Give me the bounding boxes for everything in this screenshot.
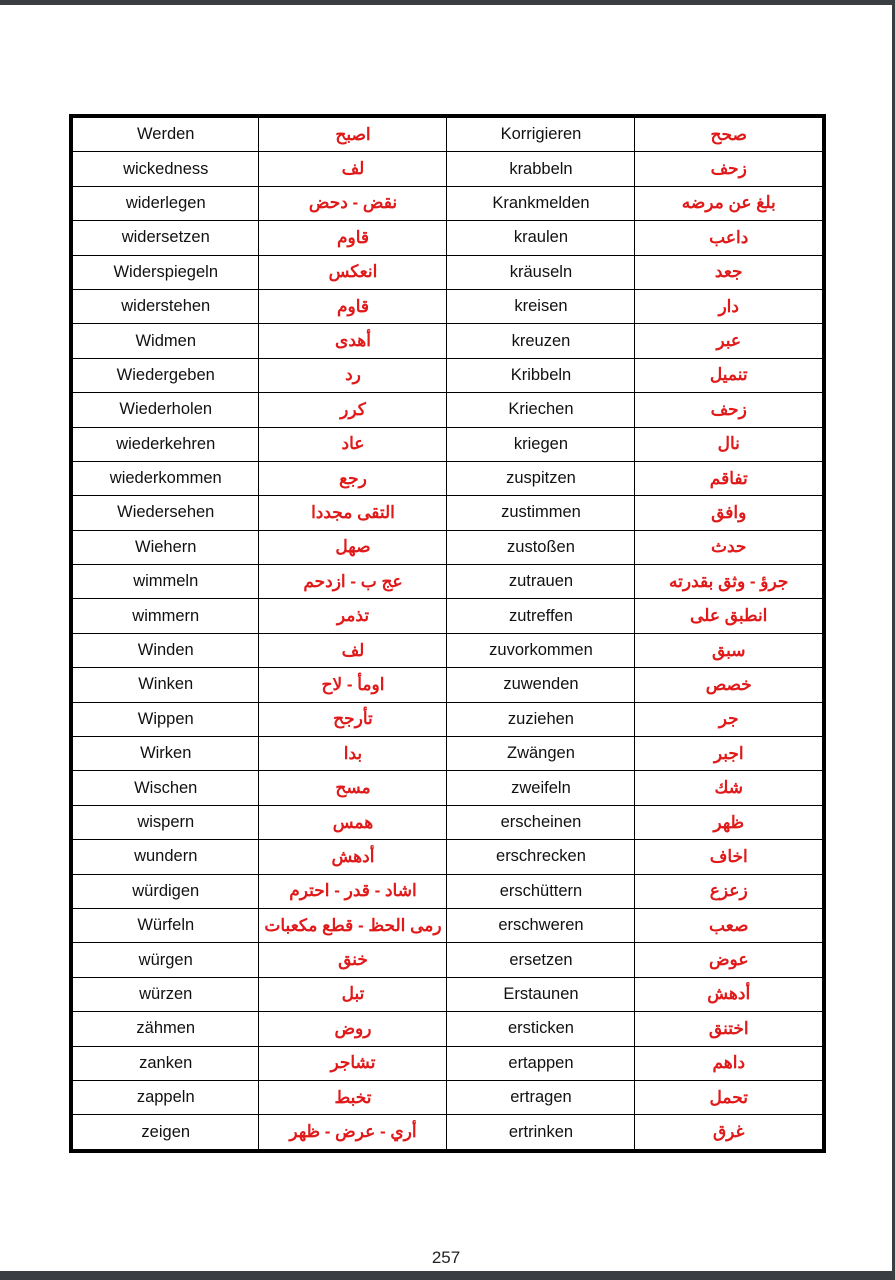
arabic-meaning-a: انعكس <box>259 255 447 289</box>
german-word-b: Kriechen <box>447 393 635 427</box>
table-row <box>71 116 824 152</box>
arabic-meaning-b: تنميل <box>635 358 824 392</box>
german-word-b: Kribbeln <box>447 358 635 392</box>
german-word-a: Winken <box>71 668 259 702</box>
german-word-a: Wiehern <box>71 530 259 564</box>
table-row <box>71 565 824 599</box>
arabic-meaning-b: داهم <box>635 1046 824 1080</box>
table-row <box>71 1080 824 1114</box>
table-row <box>71 530 824 564</box>
arabic-meaning-b: دار <box>635 289 824 323</box>
arabic-meaning-a: التقى مجددا <box>259 496 447 530</box>
german-word-a: wundern <box>71 840 259 874</box>
german-word-a: widerstehen <box>71 289 259 323</box>
table-row <box>71 599 824 633</box>
arabic-meaning-a: همس <box>259 805 447 839</box>
table-row <box>71 702 824 736</box>
arabic-meaning-a: لف <box>259 633 447 667</box>
arabic-meaning-a: تأرجح <box>259 702 447 736</box>
table-body <box>71 116 824 1151</box>
arabic-meaning-a: نقض - دحض <box>259 186 447 220</box>
german-word-b: zustoßen <box>447 530 635 564</box>
arabic-meaning-a: كرر <box>259 393 447 427</box>
german-word-b: Krankmelden <box>447 186 635 220</box>
table-row <box>71 840 824 874</box>
german-word-b: zuwenden <box>447 668 635 702</box>
table-row <box>71 289 824 323</box>
german-word-a: würzen <box>71 977 259 1011</box>
german-word-a: Werden <box>71 116 259 152</box>
german-word-a: Winden <box>71 633 259 667</box>
german-word-b: ertragen <box>447 1080 635 1114</box>
arabic-meaning-b: زعزع <box>635 874 824 908</box>
german-word-a: widerlegen <box>71 186 259 220</box>
table-row <box>71 668 824 702</box>
german-word-b: kriegen <box>447 427 635 461</box>
table-row <box>71 186 824 220</box>
arabic-meaning-b: حدث <box>635 530 824 564</box>
arabic-meaning-a: عاد <box>259 427 447 461</box>
arabic-meaning-a: تبل <box>259 977 447 1011</box>
german-word-b: erschweren <box>447 908 635 942</box>
vocabulary-table <box>69 114 826 1153</box>
german-word-a: zähmen <box>71 1012 259 1046</box>
german-word-b: zuziehen <box>447 702 635 736</box>
arabic-meaning-a: أري - عرض - ظهر <box>259 1115 447 1151</box>
table-row <box>71 358 824 392</box>
table-row <box>71 427 824 461</box>
arabic-meaning-b: وافق <box>635 496 824 530</box>
german-word-a: zeigen <box>71 1115 259 1151</box>
german-word-b: erscheinen <box>447 805 635 839</box>
arabic-meaning-a: قاوم <box>259 221 447 255</box>
table-row <box>71 908 824 942</box>
german-word-b: kreuzen <box>447 324 635 358</box>
german-word-a: Wirken <box>71 737 259 771</box>
german-word-b: zweifeln <box>447 771 635 805</box>
arabic-meaning-b: اختنق <box>635 1012 824 1046</box>
document-page <box>0 5 892 1271</box>
arabic-meaning-a: خنق <box>259 943 447 977</box>
page-number: 257 <box>431 1248 461 1267</box>
german-word-b: zuspitzen <box>447 461 635 495</box>
arabic-meaning-b: سبق <box>635 633 824 667</box>
table-row <box>71 1046 824 1080</box>
german-word-b: Erstaunen <box>447 977 635 1011</box>
table-row <box>71 771 824 805</box>
german-word-a: Widmen <box>71 324 259 358</box>
table-row <box>71 977 824 1011</box>
table-row <box>71 943 824 977</box>
table-row <box>71 737 824 771</box>
arabic-meaning-a: اشاد - قدر - احترم <box>259 874 447 908</box>
arabic-meaning-a: تذمر <box>259 599 447 633</box>
german-word-a: Wiedersehen <box>71 496 259 530</box>
arabic-meaning-b: عبر <box>635 324 824 358</box>
german-word-a: wimmern <box>71 599 259 633</box>
german-word-a: zappeln <box>71 1080 259 1114</box>
german-word-b: ersetzen <box>447 943 635 977</box>
arabic-meaning-a: اومأ - لاح <box>259 668 447 702</box>
german-word-a: Widerspiegeln <box>71 255 259 289</box>
table-row <box>71 221 824 255</box>
table-row <box>71 805 824 839</box>
arabic-meaning-b: صحح <box>635 116 824 152</box>
german-word-a: Wiederholen <box>71 393 259 427</box>
arabic-meaning-b: صعب <box>635 908 824 942</box>
arabic-meaning-b: غرق <box>635 1115 824 1151</box>
table-row <box>71 461 824 495</box>
table-row <box>71 1012 824 1046</box>
table-row <box>71 874 824 908</box>
arabic-meaning-a: عج ب - ازدحم <box>259 565 447 599</box>
german-word-a: Wischen <box>71 771 259 805</box>
arabic-meaning-b: داعب <box>635 221 824 255</box>
arabic-meaning-b: تحمل <box>635 1080 824 1114</box>
german-word-a: wiederkehren <box>71 427 259 461</box>
german-word-b: erschrecken <box>447 840 635 874</box>
german-word-b: kräuseln <box>447 255 635 289</box>
arabic-meaning-a: تخبط <box>259 1080 447 1114</box>
arabic-meaning-b: جعد <box>635 255 824 289</box>
arabic-meaning-b: خصص <box>635 668 824 702</box>
german-word-b: ertrinken <box>447 1115 635 1151</box>
german-word-b: krabbeln <box>447 152 635 186</box>
german-word-b: zutrauen <box>447 565 635 599</box>
arabic-meaning-a: أهدى <box>259 324 447 358</box>
arabic-meaning-b: جرؤ - وثق بقدرته <box>635 565 824 599</box>
german-word-a: würdigen <box>71 874 259 908</box>
german-word-b: kraulen <box>447 221 635 255</box>
arabic-meaning-b: زحف <box>635 393 824 427</box>
german-word-b: zuvorkommen <box>447 633 635 667</box>
german-word-b: Zwängen <box>447 737 635 771</box>
german-word-a: Wiedergeben <box>71 358 259 392</box>
table-row <box>71 324 824 358</box>
arabic-meaning-b: تفاقم <box>635 461 824 495</box>
arabic-meaning-a: لف <box>259 152 447 186</box>
table-row <box>71 496 824 530</box>
german-word-b: erschüttern <box>447 874 635 908</box>
arabic-meaning-b: زحف <box>635 152 824 186</box>
arabic-meaning-b: جر <box>635 702 824 736</box>
arabic-meaning-a: رجع <box>259 461 447 495</box>
german-word-b: Korrigieren <box>447 116 635 152</box>
arabic-meaning-b: اخاف <box>635 840 824 874</box>
arabic-meaning-a: رمى الحظ - قطع مكعبات <box>259 908 447 942</box>
german-word-b: zustimmen <box>447 496 635 530</box>
table-row <box>71 393 824 427</box>
table-row <box>71 255 824 289</box>
german-word-a: wispern <box>71 805 259 839</box>
arabic-meaning-a: بدا <box>259 737 447 771</box>
german-word-a: zanken <box>71 1046 259 1080</box>
german-word-a: würgen <box>71 943 259 977</box>
arabic-meaning-b: ظهر <box>635 805 824 839</box>
table-row <box>71 152 824 186</box>
arabic-meaning-b: انطبق على <box>635 599 824 633</box>
german-word-b: ertappen <box>447 1046 635 1080</box>
german-word-b: kreisen <box>447 289 635 323</box>
german-word-a: wickedness <box>71 152 259 186</box>
german-word-b: zutreffen <box>447 599 635 633</box>
german-word-a: Wippen <box>71 702 259 736</box>
german-word-a: wimmeln <box>71 565 259 599</box>
arabic-meaning-b: أدهش <box>635 977 824 1011</box>
arabic-meaning-a: قاوم <box>259 289 447 323</box>
arabic-meaning-b: عوض <box>635 943 824 977</box>
arabic-meaning-a: اصبح <box>259 116 447 152</box>
arabic-meaning-a: أدهش <box>259 840 447 874</box>
german-word-a: wiederkommen <box>71 461 259 495</box>
german-word-a: Würfeln <box>71 908 259 942</box>
arabic-meaning-a: صهل <box>259 530 447 564</box>
arabic-meaning-a: روض <box>259 1012 447 1046</box>
arabic-meaning-b: اجبر <box>635 737 824 771</box>
german-word-a: widersetzen <box>71 221 259 255</box>
table-row <box>71 633 824 667</box>
arabic-meaning-a: تشاجر <box>259 1046 447 1080</box>
german-word-b: ersticken <box>447 1012 635 1046</box>
arabic-meaning-a: مسح <box>259 771 447 805</box>
arabic-meaning-b: بلغ عن مرضه <box>635 186 824 220</box>
arabic-meaning-b: شك <box>635 771 824 805</box>
arabic-meaning-a: رد <box>259 358 447 392</box>
table-row <box>71 1115 824 1151</box>
arabic-meaning-b: نال <box>635 427 824 461</box>
